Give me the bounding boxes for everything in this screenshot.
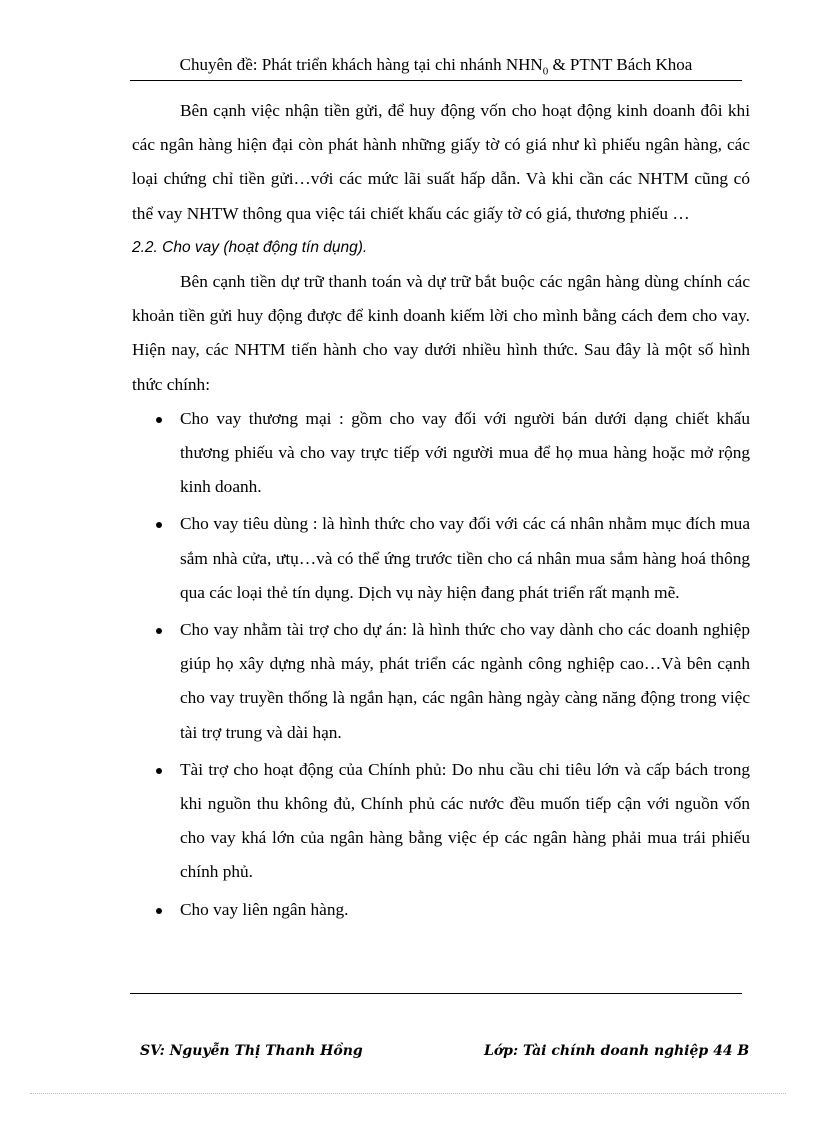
bullet-icon [156,908,162,914]
header-title-tail: & PTNT Bách Khoa [548,55,693,74]
header-title-subscript: 0 [542,65,549,78]
list-item-text: Cho vay tiêu dùng : là hình thức cho vay đối với các cá nhân nhằm mục đích mua sắm nhà cửa, ưtụ…và có thể ứng trước tiền cho cá nhân mua sắm hàng hoá thông qua các loại thẻ tín dụng. Dịch vụ này hiện đang phát triển rất mạnh mẽ. [180,514,750,602]
header-rule [130,80,742,81]
bullet-icon [156,628,162,634]
list-item [132,507,750,610]
list-item [132,402,750,505]
page-header [130,54,742,82]
paragraph-deposits: Bên cạnh việc nhận tiền gửi, để huy động vốn cho hoạt động kinh doanh đôi khi các ngân hàng hiện đại còn phát hành những giấy tờ có giá như kì phiếu ngân hàng, các loại chứng chỉ tiền gửi…với các mức lãi suất hấp dẫn. Và khi cần các NHTM cũng có thể vay NHTW thông qua việc tái chiết khấu các giấy tờ có giá, thương phiếu … [132,101,750,223]
list-item-text: Cho vay liên ngân hàng. [180,899,349,919]
lending-forms-list [132,402,750,927]
list-item [132,753,750,890]
document-body [132,94,750,930]
page-boundary-line [30,1093,786,1094]
footer-author: SV: Nguyễn Thị Thanh Hồng [140,1043,363,1059]
section-heading-lending: 2.2. Cho vay (hoạt động tín dụng). [132,238,368,256]
footer-class: Lớp: Tài chính doanh nghiệp 44 B [484,1043,750,1059]
paragraph-lending-intro: Bên cạnh tiền dự trữ thanh toán và dự trữ bắt buộc các ngân hàng dùng chính các khoản tiền gửi huy động được để kinh doanh kiếm lời cho mình bằng cách đem cho vay. Hiện nay, các NHTM tiến hành cho vay dưới nhiều hình thức. Sau đây là một số hình thức chính: [132,272,750,394]
footer-rule [130,993,742,994]
bullet-icon [156,522,162,528]
list-item-text: Tài trợ cho hoạt động của Chính phủ: Do nhu cầu chi tiêu lớn và cấp bách trong khi nguồn thu không đủ, Chính phủ các nước đều muốn tiếp cận với nguồn vốn cho vay khá lớn của ngân hàng bằng việc ép các ngân hàng phải mua trái phiếu chính phủ. [180,759,750,882]
header-title-main: Chuyên đề: Phát triển khách hàng tại chi nhánh NHN [179,55,543,74]
list-item [132,613,750,750]
bullet-icon [156,768,162,774]
bullet-icon [156,417,162,423]
list-item-text: Cho vay nhằm tài trợ cho dự án: là hình thức cho vay dành cho các doanh nghiệp giúp họ xây dựng nhà máy, phát triển các ngành công nghiệp cao…Và bên cạnh cho vay truyền thống là ngắn hạn, các ngân hàng ngày càng năng động trong việc tài trợ trung và dài hạn. [180,620,750,742]
list-item-text: Cho vay thương mại : gồm cho vay đối với người bán dưới dạng chiết khấu thương phiếu và cho vay trực tiếp với người mua để họ mua hàng hoặc mở rộng kinh doanh. [180,408,750,497]
list-item [132,893,750,927]
